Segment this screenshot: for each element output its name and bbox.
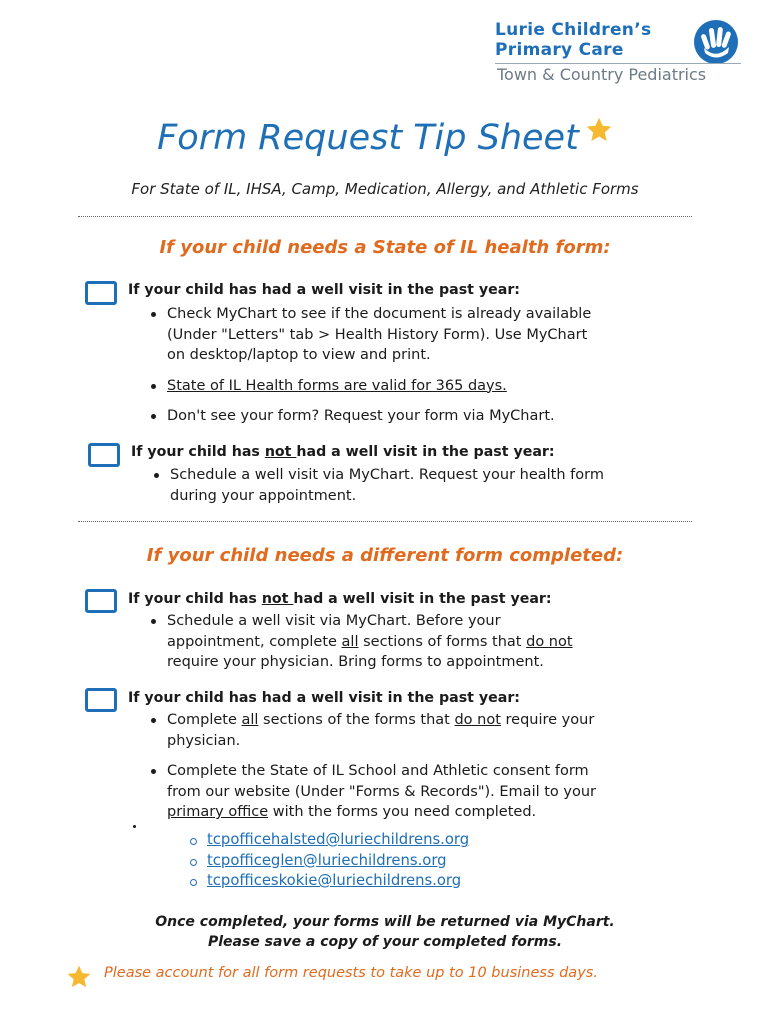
email-link-skokie[interactable]: tcpofficeskokie@luriechildrens.org bbox=[207, 872, 462, 889]
bullet-text: from our website (Under "Forms & Records"). Email to your bbox=[167, 783, 597, 800]
checkbox-state-form-had-visit[interactable] bbox=[85, 281, 117, 305]
list-item bbox=[151, 465, 731, 506]
bullet-text: on desktop/laptop to view and print. bbox=[167, 347, 431, 363]
list-item bbox=[189, 830, 469, 851]
bullet-text: sections of the forms that bbox=[258, 712, 455, 728]
primary-office: primary office bbox=[167, 804, 269, 820]
emphasis-do-not: do not bbox=[454, 712, 501, 728]
bullet-text: require your physician. Bring forms to appointment. bbox=[167, 654, 544, 670]
section-divider bbox=[78, 216, 692, 217]
logo-divider bbox=[495, 63, 741, 64]
logo-line-2: Primary Care bbox=[495, 40, 624, 60]
list-item bbox=[148, 304, 728, 366]
page-title bbox=[0, 118, 770, 158]
bullet-list bbox=[148, 304, 728, 427]
emphasis-do-not: do not bbox=[526, 633, 573, 650]
bullet-text: physician. bbox=[167, 732, 241, 749]
star-icon bbox=[585, 116, 613, 144]
checkbox-other-form-had-visit[interactable] bbox=[85, 688, 117, 712]
condition-text: If your child has bbox=[128, 591, 262, 607]
closing-line-1: Once completed, your forms will be returned via MyChart. bbox=[155, 914, 615, 930]
email-link-glen[interactable]: tcpofficeglen@luriechildrens.org bbox=[207, 851, 447, 869]
logo-line-1: Lurie Children’s bbox=[495, 20, 652, 40]
hand-logo-icon bbox=[692, 20, 740, 64]
validity-note: State of IL Health forms are valid for 365 days. bbox=[167, 377, 507, 394]
bullet-text: Don't see your form? Request your form via MyChart. bbox=[167, 408, 555, 424]
email-list bbox=[189, 830, 469, 892]
bullet-list bbox=[148, 611, 728, 673]
condition-not: not bbox=[264, 444, 297, 460]
condition-text: had a well visit in the past year: bbox=[293, 591, 552, 607]
closing-line-2: Please save a copy of your completed forms. bbox=[207, 934, 563, 950]
bullet-text: sections of forms that bbox=[358, 633, 527, 650]
list-item bbox=[189, 851, 469, 872]
bullet-list bbox=[148, 710, 728, 823]
condition-text: If your child has bbox=[131, 444, 265, 460]
bullet-text: Schedule a well visit via MyChart. Request your health form bbox=[170, 467, 604, 483]
footer-note: Please account for all form requests to take up to 10 business days. bbox=[104, 965, 598, 981]
list-item bbox=[148, 406, 728, 427]
emphasis-all: all bbox=[341, 633, 359, 650]
bullet-text: with the forms you need completed. bbox=[268, 804, 537, 820]
section-divider bbox=[78, 521, 692, 522]
condition-not: not bbox=[261, 591, 294, 607]
checkbox-state-form-no-visit[interactable] bbox=[88, 443, 120, 467]
page-title-text: Form Request Tip Sheet bbox=[157, 118, 579, 158]
closing-note bbox=[0, 912, 770, 952]
bullet-text: Schedule a well visit via MyChart. Before your bbox=[167, 613, 501, 629]
list-item bbox=[189, 871, 469, 892]
condition-no-visit bbox=[128, 591, 552, 607]
list-item bbox=[148, 611, 728, 673]
bullet-text: Check MyChart to see if the document is already available bbox=[167, 306, 592, 322]
section-2-heading: If your child needs a different form completed: bbox=[146, 545, 624, 566]
bullet-text: during your appointment. bbox=[170, 487, 357, 504]
emphasis-all: all bbox=[241, 712, 259, 728]
condition-had-visit: If your child has had a well visit in the past year: bbox=[128, 690, 520, 706]
bullet-text: Complete the State of IL School and Athletic consent form bbox=[167, 763, 589, 779]
section-1-heading: If your child needs a State of IL health form: bbox=[159, 237, 611, 258]
bullet-text: (Under "Letters" tab > Health History Form). Use MyChart bbox=[167, 326, 588, 343]
bullet-list bbox=[151, 465, 731, 506]
condition-had-visit: If your child has had a well visit in the past year: bbox=[128, 282, 520, 298]
checkbox-other-form-no-visit[interactable] bbox=[85, 589, 117, 613]
logo-line-3: Town & Country Pediatrics bbox=[497, 65, 707, 84]
star-icon bbox=[66, 964, 92, 990]
bullet-text: require your bbox=[500, 712, 595, 728]
list-item bbox=[148, 761, 728, 823]
bullet-text: appointment, complete bbox=[167, 633, 342, 650]
condition-text: had a well visit in the past year: bbox=[296, 444, 555, 460]
email-link-halsted[interactable]: tcpofficehalsted@luriechildrens.org bbox=[207, 831, 470, 848]
subtitle: For State of IL, IHSA, Camp, Medication, Allergy, and Athletic Forms bbox=[131, 180, 639, 198]
condition-no-visit bbox=[131, 444, 555, 460]
list-item bbox=[148, 376, 728, 397]
bullet-text: Complete bbox=[167, 712, 242, 728]
list-item bbox=[148, 710, 728, 751]
stray-bullet bbox=[133, 825, 136, 828]
